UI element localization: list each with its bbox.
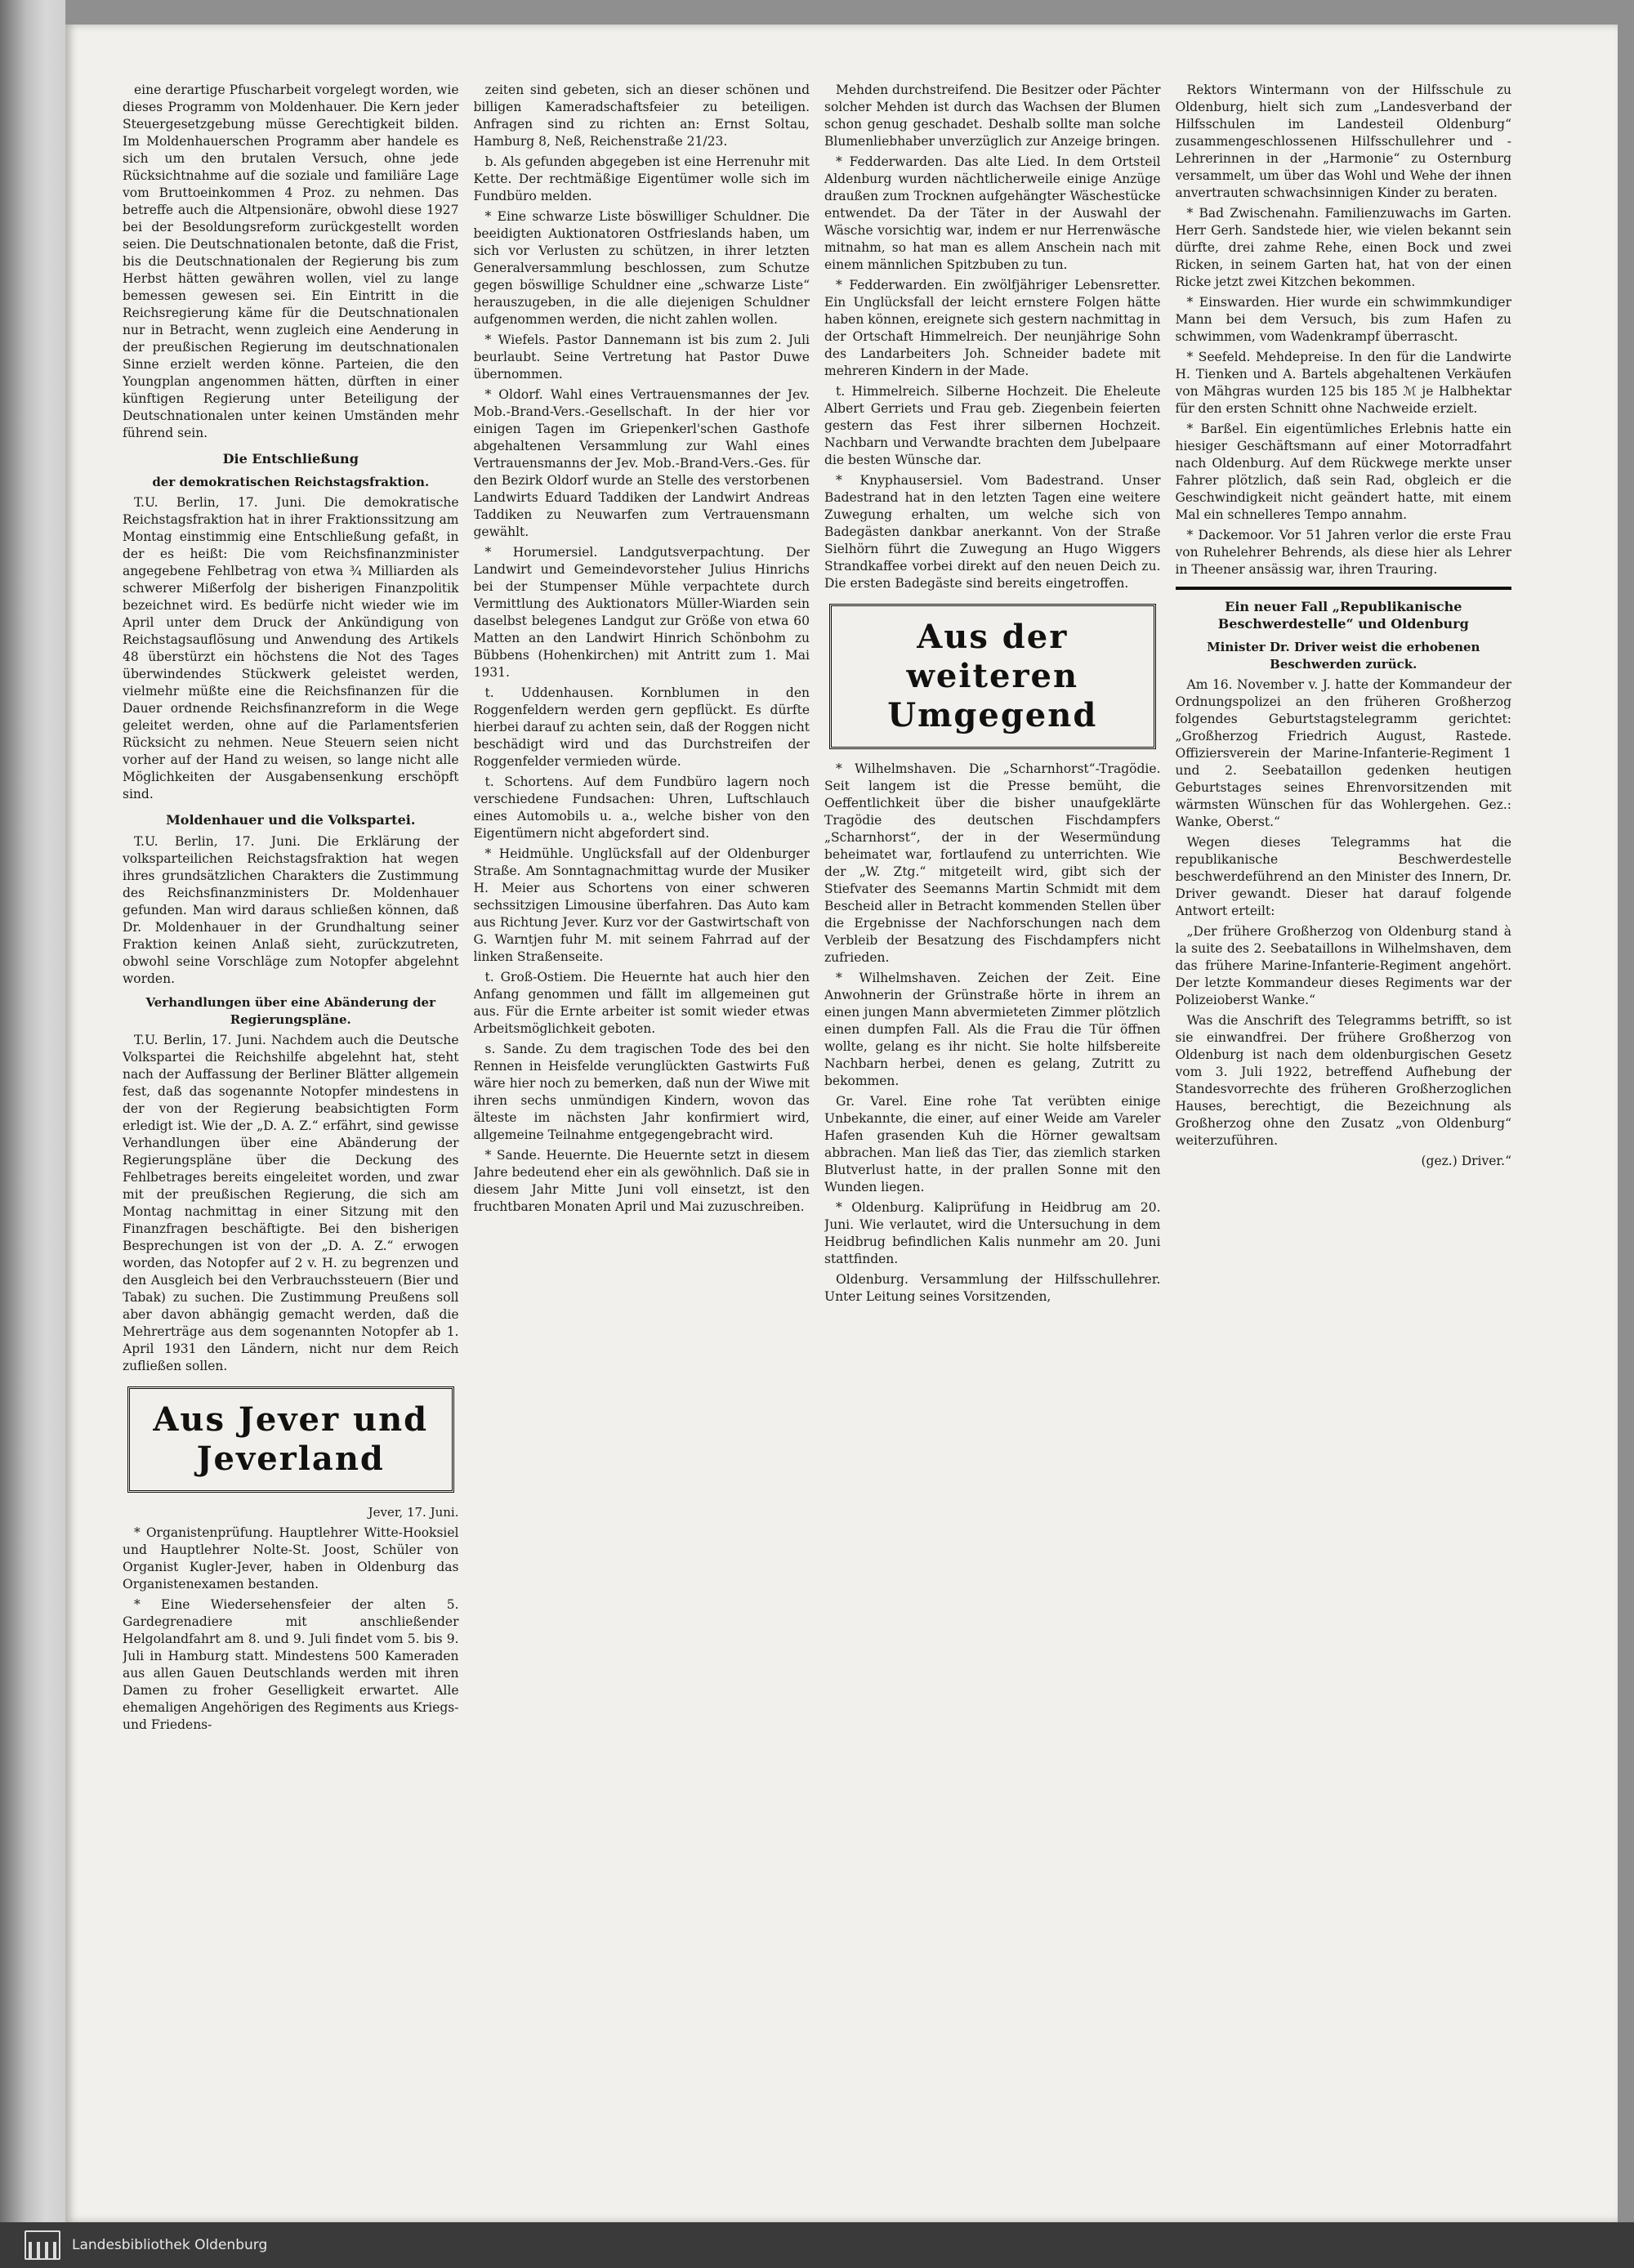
article-paragraph: zeiten sind gebeten, sich an dieser schönen und billigen Kameradschaftsfeier zu beteiligen. Anfragen sind zu richten an: Ernst Soltau, Hamburg 8, Neß, Reichenstraße 21/23. [473,83,810,149]
article-paragraph: Was die Anschrift des Telegramms betrifft, so ist sie einwandfrei. Der frühere Großherzog von Oldenburg ist nach dem oldenburgischen Gesetz vom 3. Juli 1922, betreffend Aufhebung der Standesvorrechte des früheren Großherzoglichen Hauses, berechtigt, die Bezeichnung als Großherzog ohne den Zusatz „von Oldenburg“ weiterzuführen. [1175,1013,1511,1148]
book-edge [0,0,65,2222]
article-paragraph: * Heidmühle. Unglücksfall auf der Oldenburger Straße. Am Sonntagnachmittag wurde der Musiker H. Meier aus Schortens von einer schweren sechssitzigen Limousine überfahren. Das Auto kam aus Richtung Jever. Kurz vor der Gastwirtschaft von G. Warntjen fuhr M. mit seinem Fahrrad auf der linken Straßenseite. [473,846,810,964]
article-paragraph: * Organistenprüfung. Hauptlehrer Witte-Hooksiel und Hauptlehrer Nolte-St. Joost, Schüler von Organist Kugler-Jever, haben in Oldenburg das Organistenexamen bestanden. [123,1525,459,1592]
signature: (gez.) Driver.“ [1421,1154,1511,1168]
article-paragraph: t. Schortens. Auf dem Fundbüro lagern noch verschiedene Fundsachen: Uhren, Luftschlauch eines Automobils u. a., welche bisher von den Eigentümern nicht abgefordert sind. [473,775,810,841]
library-building-icon [25,2230,60,2260]
article-paragraph: * Barßel. Ein eigentümliches Erlebnis hatte ein hiesiger Geschäftsmann auf einer Motorradfahrt nach Oldenburg. Auf dem Rückwege merkte unser Fahrer plötzlich, daß sein Rad, obgleich er die Geschwindigkeit nicht geändert hatte, mit einem Mal ein schnelleres Tempo annahm. [1175,422,1511,522]
article-paragraph: Gr. Varel. Eine rohe Tat verübten einige Unbekannte, die einer, auf einer Weide am Vareler Hafen grasenden Kuh die Hörner gewaltsam abbrachen. Man ließ das Tier, das ziemlich starken Blutverlust hatte, in der prallen Sonne mit den Wunden liegen. [824,1094,1161,1194]
article-subheading: der demokratischen Reichstagsfraktion. [152,475,430,489]
article-paragraph: * Wiefels. Pastor Dannemann ist bis zum 2. Juli beurlaubt. Seine Vertretung hat Pastor Duwe übernommen. [473,333,810,382]
article-heading: Ein neuer Fall „Republikanische Beschwerdestelle“ und Oldenburg [1217,599,1469,632]
article-paragraph: * Fedderwarden. Ein zwölfjähriger Lebensretter. Ein Unglücksfall der leicht ernstere Folgen hätte haben können, ereignete sich gestern nachmittag in der Ortschaft Himmelreich. Der neunjährige Sohn des Landarbeiters Joh. Schneider badete mit mehreren Kindern in der Made. [824,278,1161,378]
dateline: Jever, 17. Juni. [368,1505,459,1520]
article-paragraph: * Fedderwarden. Das alte Lied. In dem Ortsteil Aldenburg wurden nächtlicherweile einige Anzüge draußen zum Trocknen aufgehängter Wäschestücke entwendet. Da der Täter in der Auswahl der Wäsche vorsichtig war, indem er nur Herrenwäsche mitnahm, so hat man es allem Anschein nach mit einem männlichen Spitzbuben zu tun. [824,154,1161,272]
article-paragraph: * Wilhelmshaven. Die „Scharnhorst“-Tragödie. Seit langem ist die Presse bemüht, die Oeffentlichkeit über die bisher unaufgeklärte Tragödie des deutschen Fischdampfers „Scharnhorst“, der in der Wesermündung beheimatet war, fortlaufend zu unterrichten. Wie der „W. Ztg.“ mitgeteilt wird, gibt sich der Stiefvater des Seemanns Martin Schmidt mit dem Bescheid aller in Betracht kommenden Stellen über die Ergebnisse der Nachforschungen nach dem Verbleib der Besatzung des Fischdampfers nicht zufrieden. [824,761,1161,965]
article-paragraph: Mehden durchstreifend. Die Besitzer oder Pächter solcher Mehden ist durch das Wachsen der Blumen schon genug geschadet. Deshalb sollte man solche Blumenliebhaber unverzüglich zur Anzeige bringen. [824,83,1161,149]
library-footer [0,2222,1634,2268]
column-1 [123,82,459,2173]
article-paragraph: t. Himmelreich. Silberne Hochzeit. Die Eheleute Albert Gerriets und Frau geb. Ziegenbein feierten gestern das Fest ihrer silbernen Hochzeit. Nachbarn und Verwandte brachten dem Jubelpaare die besten Wünsche dar. [824,384,1161,467]
article-paragraph: t. Groß-Ostiem. Die Heuernte hat auch hier den Anfang genommen und fällt im allgemeinen gut aus. Für die Ernte arbeiter ist somit wieder etwas Arbeitsmöglichkeit geboten. [473,970,810,1036]
article-paragraph: * Wilhelmshaven. Zeichen der Zeit. Eine Anwohnerin der Grünstraße hörte in ihrem an einen jungen Mann abvermieteten Zimmer plötzlich einen dumpfen Fall. Als die Frau die Tür öffnen wollte, gelang es ihr nicht. Sie holte hilfsbereite Nachbarn herbei, denen es gelang, Zutritt zu bekommen. [824,971,1161,1088]
section-rule [1176,587,1512,590]
section-banner-umgegend: Aus der weiteren Umgegend [829,604,1156,749]
article-paragraph: „Der frühere Großherzog von Oldenburg stand à la suite des 2. Seebataillons in Wilhelmshaven, dem das frühere Marine-Infanterie-Regiment angehört. Der letzte Kommandeur dieses Regiments war der Polizeioberst Wanke.“ [1175,924,1511,1007]
article-paragraph: * Seefeld. Mehdepreise. In den für die Landwirte H. Tienken und A. Bartels abgehaltenen Verkäufen von Mähgras wurden 125 bis 185 ℳ je Halbhektar für den ersten Schnitt ohne Nachweide erzielt. [1175,350,1511,416]
article-paragraph: b. Als gefunden abgegeben ist eine Herrenuhr mit Kette. Der rechtmäßige Eigentümer wolle sich im Fundbüro melden. [473,154,810,203]
article-heading: Die Entschließung [222,451,359,467]
article-paragraph: * Horumersiel. Landgutsverpachtung. Der Landwirt und Gemeindevorsteher Julius Hinrichs bei der Stumpenser Mühle verpachtete durch Vermittlung des Auktionators Müller-Wiarden sein daselbst belegenes Landgut zur Größe von etwa 60 Matten an den Landwirt Hinrich Schönbohm zu Bübbens (Hohenkirchen) mit Antritt zum 1. Mai 1931. [473,545,810,680]
column-area [123,82,1511,2173]
article-paragraph: s. Sande. Zu dem tragischen Tode des bei den Rennen in Heisfelde verunglückten Gastwirts Fuß wäre hier noch zu bemerken, daß nun der Wiwe mit ihren sechs unmündigen Kindern, wovon das älteste im nächsten Jahr konfirmiert wird, allgemeine Teilnahme entgegengebracht wird. [473,1042,810,1142]
article-paragraph: t. Uddenhausen. Kornblumen in den Roggenfeldern werden gern gepflückt. Es dürfte hierbei darauf zu achten sein, daß der Roggen nicht beschädigt wird und das Durchstreifen der Roggenfelder vermieden würde. [473,685,810,769]
column-2 [474,82,810,2173]
article-paragraph: * Oldorf. Wahl eines Vertrauensmannes der Jev. Mob.-Brand-Vers.-Gesellschaft. In der hier vor einigen Tagen im Griepenkerl'schen Gasthofe abgehaltenen Versammlung zur Wahl eines Vertrauensmanns der Jev. Mob.-Brand-Vers.-Ges. für den Bezirk Oldorf wurde an Stelle des verstorbenen Landwirts Eduard Taddiken der Landwirt Andreas Taddiken zu Neuwarfen zum Vertrauensmann gewählt. [473,387,810,539]
article-paragraph: * Bad Zwischenahn. Familienzuwachs im Garten. Herr Gerh. Sandstede hier, wie vielen bekannt sein dürfte, drei zahme Rehe, einen Bock und zwei Ricken, in seinem Garten hat, hat von der einen Ricke jetzt zwei Kitzchen bekommen. [1175,206,1511,289]
article-paragraph: * Einswarden. Hier wurde ein schwimmkundiger Mann bei dem Versuch, bis zum Hafen zu schwimmen, vom Wadenkrampf überrascht. [1175,295,1511,344]
article-heading: Verhandlungen über eine Abänderung der Regierungspläne. [145,995,435,1027]
article-paragraph: Oldenburg. Versammlung der Hilfsschullehrer. Unter Leitung seines Vorsitzenden, [824,1272,1161,1304]
article-heading: Moldenhauer und die Volkspartei. [166,812,416,828]
article-paragraph: * Dackemoor. Vor 51 Jahren verlor die erste Frau von Ruhelehrer Behrends, als diese hier als Lehrer in Theener ansässig war, ihren Trauring. [1175,528,1511,577]
article-paragraph: * Knyphausersiel. Vom Badestrand. Unser Badestrand hat in den letzten Tagen eine weitere Zuwegung erhalten, um welche sich von Badegästen dankbar anerkannt. Von der Straße Sielhörn führt die Zuwegung an Hugo Wiggers Strandkaffee vorbei direkt auf den neuen Deich zu. Die ersten Badegäste sind bereits eingetroffen. [824,473,1161,591]
article-paragraph: Wegen dieses Telegramms hat die republikanische Beschwerdestelle beschwerdeführend an den Minister des Innern, Dr. Driver gewandt. Dieser hat darauf folgende Antwort erteilt: [1175,835,1511,918]
article-paragraph: T.U. Berlin, 17. Juni. Die demokratische Reichstagsfraktion hat in ihrer Fraktionssitzung am Montag einstimmig eine Entschließung gefaßt, in der es heißt: Die vom Reichsfinanzminister angegebene Fehlbetrag von etwa ¾ Milliarden als schwerer Mißerfolg der bisherigen Finanzpolitik bezeichnet wird. Es bedürfe nicht wieder wie im April unter dem Druck der Ankündigung von Reichstagsauflösung und Anwendung des Artikels 48 überstürzt ein höchstens die Not des Tages überwindendes Stückwerk geleistet werden, vielmehr müßte eine die Reichsfinanzen für die Dauer ordnende Reichsfinanzreform in die Wege geleitet werden, ohne auf die Parlamentsferien Rücksicht zu nehmen. Neue Steuern seien nicht vorher auf der Hand zu weisen, so lange nicht alle Möglichkeiten der Ausgabensenkung erschöpft sind. [123,495,459,801]
article-paragraph: * Sande. Heuernte. Die Heuernte setzt in diesem Jahre bedeutend eher ein als gewöhnlich. Daß sie in diesem Jahr Mitte Juni voll einsetzt, ist den fruchtbaren Monaten April und Mai zuzuschreiben. [473,1148,810,1214]
article-paragraph: T.U. Berlin, 17. Juni. Die Erklärung der volksparteilichen Reichstagsfraktion hat wegen ihres grundsätzlichen Charakters die Zustimmung des Reichsfinanzministers Dr. Moldenhauer gefunden. Man wird daraus schließen können, daß Dr. Moldenhauer in der Grundhaltung seiner Fraktion keinen Anlaß sieht, zurückzutreten, obwohl seine Vorschläge zum Notopfer abgelehnt worden. [123,834,459,986]
article-subheading: Minister Dr. Driver weist die erhobenen Beschwerden zurück. [1207,640,1480,672]
article-paragraph: eine derartige Pfuscharbeit vorgelegt worden, wie dieses Programm von Moldenhauer. Die Kern jeder Steuergesetzgebung müsse Gerechtigkeit bilden. Im Moldenhauerschen Programm aber handele es sich um den brutalen Versuch, ohne jede Rücksichtnahme auf die soziale und familiäre Lage vom Bruttoeinkommen 4 Proz. zu nehmen. Das betreffe auch die Altpensionäre, obwohl diese 1927 bei der Besoldungsreform zurückgestellt worden seien. Die Deutschnationalen betonte, daß die Frist, bis die Deutschnationalen der Regierung bis zum Herbst hätten gewähren wollen, viel zu lange bemessen gewesen sei. Ein Eintritt in die Reichsregierung käme für die Deutschnationalen nur in Betracht, wenn zugleich eine Aenderung in der preußischen Regierung im deutschnationalen Sinne erzielt werden könne. Parteien, die den Youngplan angenommen hätten, dürften in einer künftigen Regierung unter Beteiligung der Deutschnationalen unter keinen Umständen mehr führend sein. [123,83,459,440]
article-paragraph: * Oldenburg. Kaliprüfung in Heidbrug am 20. Juni. Wie verlautet, wird die Untersuchung in dem Heidbrug befindlichen Kalis nunmehr am 20. Juni stattfinden. [824,1200,1161,1266]
article-paragraph: T.U. Berlin, 17. Juni. Nachdem auch die Deutsche Volkspartei die Reichshilfe abgelehnt hat, steht nach der Auffassung der Berliner Blätter allgemein fest, daß das sogenannte Notopfer mindestens in der von der Regierung beabsichtigten Form erledigt ist. Wie der „D. A. Z.“ erfährt, sind gewisse Verhandlungen über eine Abänderung der Regierungspläne über die Deckung des Fehlbetrages bereits eingeleitet worden, und zwar mit der preußischen Regierung, die sich am Montag nachmittag in einer Sitzung mit den Finanzfragen beschäftigte. Bei den bisherigen Besprechungen ist von der „D. A. Z.“ erwogen worden, das Notopfer auf 2 v. H. zu begrenzen und den Ausgleich bei den Verbrauchssteuern (Bier und Tabak) zu suchen. Die Zustimmung Preußens soll aber davon abhängig gemacht werden, daß die Mehrerträge aus dem sogenannten Notopfer ab 1. April 1931 den Ländern, nicht nur dem Reich zufließen sollen. [123,1033,459,1373]
article-paragraph: * Eine Wiedersehensfeier der alten 5. Gardegrenadiere mit anschließender Helgolandfahrt am 8. und 9. Juli findet vom 5. bis 9. Juli in Hamburg statt. Mindestens 500 Kameraden aus allen Gauen Deutschlands werden mit ihren Damen zu froher Geselligkeit erwartet. Alle ehemaligen Angehörigen des Regiments aus Kriegs- und Friedens- [123,1597,459,1732]
section-banner-jever: Aus Jever und Jeverland [127,1386,454,1493]
column-4 [1176,82,1512,2173]
library-name: Landesbibliothek Oldenburg [72,2237,268,2253]
article-paragraph: Am 16. November v. J. hatte der Kommandeur der Ordnungspolizei an den früheren Großherzog folgendes Geburtstagstelegramm gerichtet: „Großherzog Friedrich August, Rastede. Offiziersverein der Marine-Infanterie-Regiment 1 und 2. Seebataillon gedenken heutigen Geburtstages seines Ehrenvorsitzenden mit wärmsten Wünschen für das Wohlergehen. Gez.: Wanke, Oberst.“ [1175,677,1511,829]
article-paragraph: Rektors Wintermann von der Hilfsschule zu Oldenburg, hielt sich zum „Landesverband der Hilfsschulen im Landesteil Oldenburg“ zusammengeschlossenen Hilfsschullehrer und -Lehrerinnen in der „Harmonie“ zu Osternburg versammelt, um über das Wohl und Wehe der ihnen anvertrauten schwachsinnigen Kinder zu beraten. [1175,83,1511,200]
article-paragraph: * Eine schwarze Liste böswilliger Schuldner. Die beeidigten Auktionatoren Ostfrieslands haben, um sich vor Verlusten zu schützen, in ihrer letzten Generalversammlung beschlossen, zum Schutze gegen böswillige Schuldner eine „schwarze Liste“ herauszugeben, in die alle diejenigen Schuldner aufgenommen werden, die nicht zahlen wollen. [473,209,810,327]
column-3 [824,82,1161,2173]
